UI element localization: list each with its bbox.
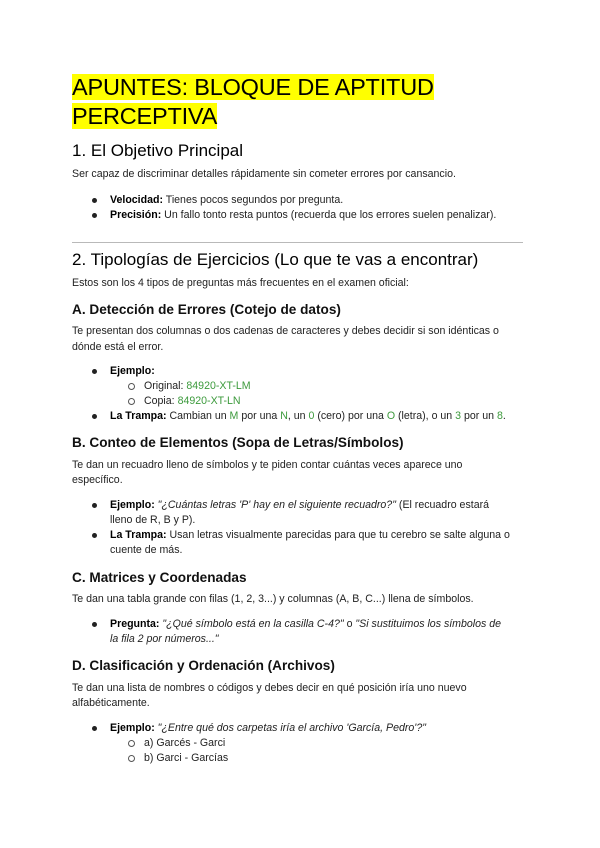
trap-char: 8: [496, 410, 503, 422]
sub-list-item: [128, 379, 251, 394]
subsection-a-desc-2: dónde está el error.: [72, 341, 164, 353]
option-text: a) Garcés - Garci: [144, 737, 226, 749]
bullet-icon: [92, 503, 97, 508]
copy-label: Copia:: [144, 395, 178, 407]
example-rest: (El recuadro estará: [395, 499, 490, 511]
list-item-continuation: [90, 632, 550, 647]
trap-text: cuente de más.: [110, 544, 183, 556]
bullet-icon: [92, 726, 97, 731]
sub-list-item: [128, 736, 225, 751]
trap-char: O: [386, 410, 396, 422]
trap-text: Usan letras visualmente parecidas para que tu cerebro se salte alguna o: [166, 529, 510, 541]
bullet-icon: [92, 369, 97, 374]
bullet-icon: [92, 213, 97, 218]
question-quote: "¿Qué símbolo está en la casilla C-4?": [159, 618, 344, 630]
list-item: [90, 528, 550, 543]
example-label: Ejemplo:: [110, 365, 155, 377]
list-item: [90, 193, 550, 208]
list-item: [90, 364, 550, 379]
page-title: [72, 73, 434, 101]
trap-label: La Trampa:: [110, 410, 167, 422]
section-1-heading: 1. El Objetivo Principal: [72, 141, 244, 160]
trap-text: .: [502, 410, 506, 422]
sub-list-item: [128, 751, 228, 766]
list-item: [90, 721, 550, 736]
divider: [72, 242, 523, 243]
bullet-icon: [92, 414, 97, 419]
subsection-d-desc-1: Te dan una lista de nombres o códigos y debes decir en qué posición iría uno nuevo: [72, 682, 467, 694]
bullet-label: Precisión:: [110, 209, 162, 221]
bullet-icon: [92, 198, 97, 203]
subsection-b-desc-1: Te dan un recuadro lleno de símbolos y te piden contar cuántas veces aparece uno: [72, 459, 463, 471]
subsection-a-desc-1: Te presentan dos columnas o dos cadenas de caracteres y debes decidir si son idénticas o: [72, 325, 499, 337]
trap-text: Cambian un: [166, 410, 230, 422]
trap-text: por una: [238, 410, 281, 422]
example-label: Ejemplo:: [110, 499, 155, 511]
subsection-c-heading: C. Matrices y Coordenadas: [72, 570, 247, 585]
bullet-label: Velocidad:: [110, 194, 163, 206]
list-item: [90, 409, 570, 424]
question-or: o: [343, 618, 356, 630]
page-title-line-2: [72, 102, 217, 130]
sub-list-item: [128, 394, 241, 409]
list-item-continuation: [90, 513, 550, 528]
subsection-a-heading: A. Detección de Errores (Cotejo de datos): [72, 302, 341, 317]
circle-bullet-icon: [128, 383, 135, 390]
trap-char: 3: [455, 410, 462, 422]
option-text: b) Garci - Garcías: [144, 752, 229, 764]
trap-text: (letra), o un: [395, 410, 456, 422]
question-quote: "Si sustituimos los símbolos de: [355, 618, 502, 630]
list-item: [90, 498, 550, 513]
subsection-b-desc-2: específico.: [72, 474, 123, 486]
example-rest: lleno de R, B y P).: [110, 514, 196, 526]
section-2-intro: Estos son los 4 tipos de preguntas más frecuentes en el examen oficial:: [72, 277, 409, 289]
bullet-text: Un fallo tonto resta puntos (recuerda que los errores suelen penalizar).: [161, 209, 497, 221]
trap-label: La Trampa:: [110, 529, 167, 541]
trap-text: por un: [461, 410, 497, 422]
bullet-icon: [92, 622, 97, 627]
trap-text: (cero) por una: [314, 410, 387, 422]
trap-char: N: [280, 410, 288, 422]
original-value: 84920-XT-LM: [186, 380, 251, 392]
bullet-text: Tienes pocos segundos por pregunta.: [162, 194, 344, 206]
circle-bullet-icon: [128, 398, 135, 405]
original-label: Original:: [144, 380, 187, 392]
example-quote: "¿Entre qué dos carpetas iría el archivo 'García, Pedro'?": [154, 722, 426, 734]
question-label: Pregunta:: [110, 618, 160, 630]
trap-char: 0: [308, 410, 315, 422]
subsection-d-desc-2: alfabéticamente.: [72, 697, 150, 709]
copy-value: 84920-XT-LN: [177, 395, 241, 407]
subsection-b-heading: B. Conteo de Elementos (Sopa de Letras/Símbolos): [72, 435, 404, 450]
example-quote: "¿Cuántas letras 'P' hay en el siguiente recuadro?": [154, 499, 396, 511]
example-label: Ejemplo:: [110, 722, 155, 734]
section-2-heading: 2. Tipologías de Ejercicios (Lo que te vas a encontrar): [72, 250, 479, 269]
trap-text: , un: [287, 410, 309, 422]
question-quote: la fila 2 por números...": [110, 633, 219, 645]
list-item: [90, 617, 550, 632]
list-item: [90, 208, 550, 223]
bullet-icon: [92, 533, 97, 538]
title-line-1: APUNTES: BLOQUE DE APTITUD: [72, 74, 434, 100]
subsection-d-heading: D. Clasificación y Ordenación (Archivos): [72, 658, 335, 673]
section-1-intro: Ser capaz de discriminar detalles rápidamente sin cometer errores por cansancio.: [72, 168, 456, 180]
title-line-2: PERCEPTIVA: [72, 103, 218, 129]
list-item-continuation: [90, 543, 550, 558]
circle-bullet-icon: [128, 755, 135, 762]
trap-char: M: [229, 410, 239, 422]
circle-bullet-icon: [128, 740, 135, 747]
subsection-c-desc: Te dan una tabla grande con filas (1, 2, 3...) y columnas (A, B, C...) llena de símbolos.: [72, 593, 474, 605]
